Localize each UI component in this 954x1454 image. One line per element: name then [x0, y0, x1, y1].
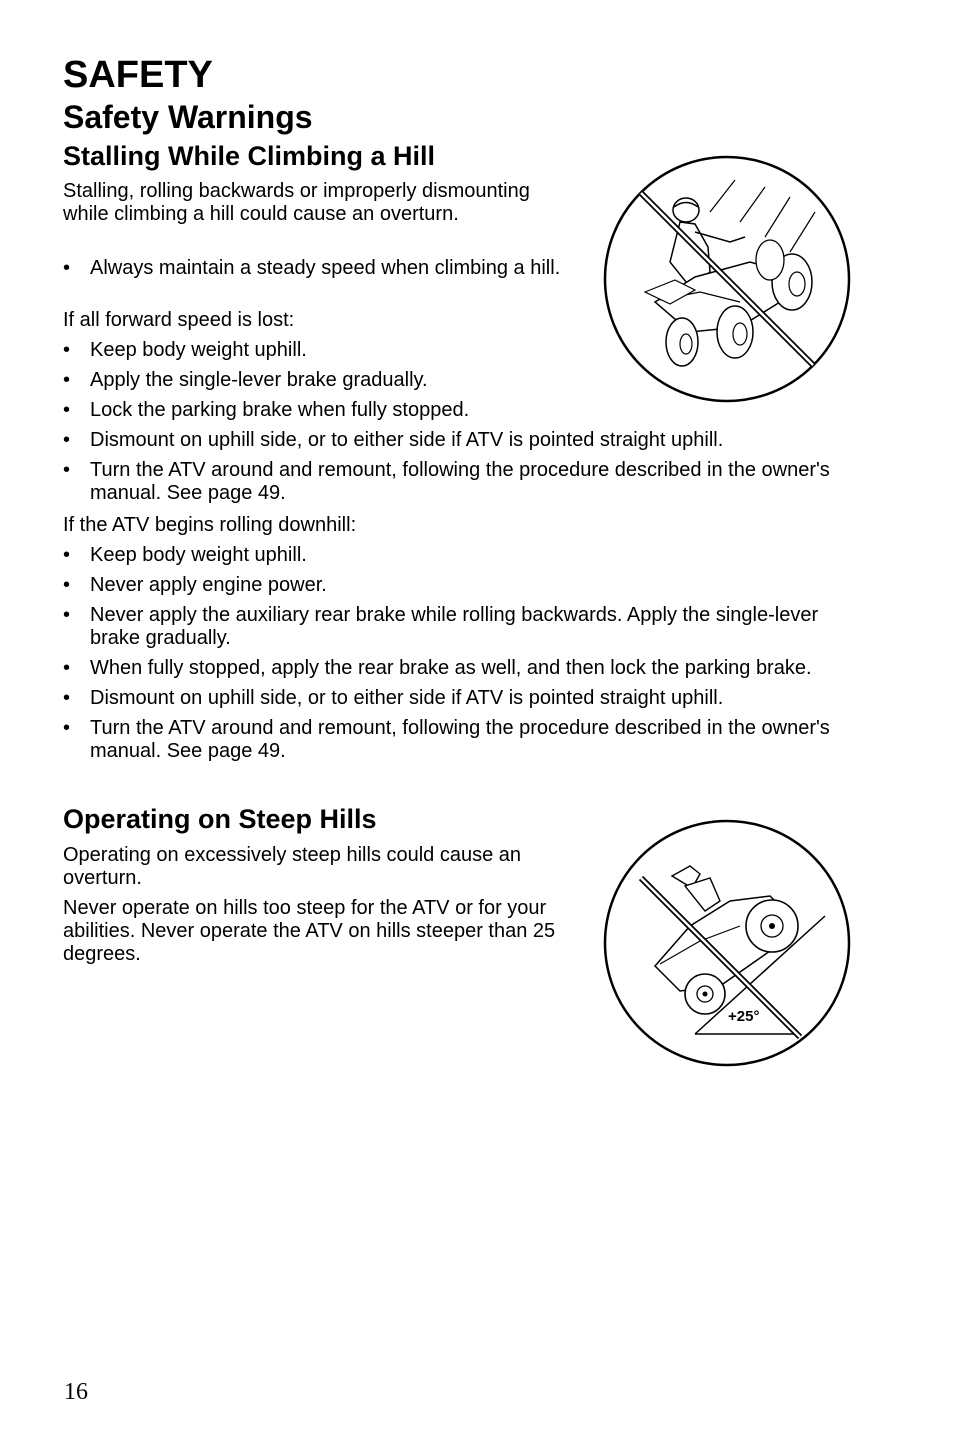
list-item: • Never apply the auxiliary rear brake while rolling backwards. Apply the single-lever brake gradually.: [63, 604, 873, 650]
stalling-heading: Stalling While Climbing a Hill: [63, 141, 436, 171]
list-item: • Never apply engine power.: [63, 574, 873, 597]
no-atv-hill-climb-icon: [600, 152, 854, 406]
steep-para1: Operating on excessively steep hills could cause an overturn.: [63, 844, 522, 889]
list-item: • Keep body weight uphill.: [63, 339, 873, 362]
list-item: • Turn the ATV around and remount, following the procedure described in the owner's manual. See page 49.: [63, 717, 873, 763]
list-item: • When fully stopped, apply the rear brake as well, and then lock the parking brake.: [63, 657, 873, 680]
slope-angle-label: +25°: [728, 1008, 760, 1025]
list-item: • Dismount on uphill side, or to either side if ATV is pointed straight uphill.: [63, 429, 873, 452]
page-number: 16: [64, 1379, 88, 1405]
list-item: • Always maintain a steady speed when climbing a hill.: [63, 257, 573, 280]
list-item: • Lock the parking brake when fully stopped.: [63, 399, 873, 422]
stalling-intro: Stalling, rolling backwards or improperly dismounting while climbing a hill could cause an overturn.: [63, 180, 530, 225]
list-item: • Turn the ATV around and remount, following the procedure described in the owner's manual. See page 49.: [63, 459, 873, 505]
steady-speed-list: [63, 257, 573, 287]
stalling-intro-block: [63, 180, 563, 226]
chapter-title: SAFETY: [63, 54, 213, 96]
rolling-label: If the ATV begins rolling downhill:: [63, 514, 357, 536]
steep-para2-block: [63, 897, 573, 966]
section-title: Safety Warnings: [63, 99, 313, 135]
steep-hills-heading: Operating on Steep Hills: [63, 804, 377, 834]
list-item: • Dismount on uphill side, or to either side if ATV is pointed straight uphill.: [63, 687, 873, 710]
no-atv-steep-slope-icon: [600, 816, 854, 1070]
lost-speed-label: If all forward speed is lost:: [63, 309, 295, 331]
lost-speed-block: [63, 309, 563, 332]
steep-para2: Never operate on hills too steep for the ATV or for your abilities. Never operate the ATV on hills steeper than 25 degrees.: [63, 897, 556, 965]
rolling-block: [63, 514, 763, 537]
list-item: • Apply the single-lever brake gradually.: [63, 369, 873, 392]
steep-para1-block: [63, 844, 563, 890]
rolling-list: [63, 544, 873, 770]
list-item: • Keep body weight uphill.: [63, 544, 873, 567]
